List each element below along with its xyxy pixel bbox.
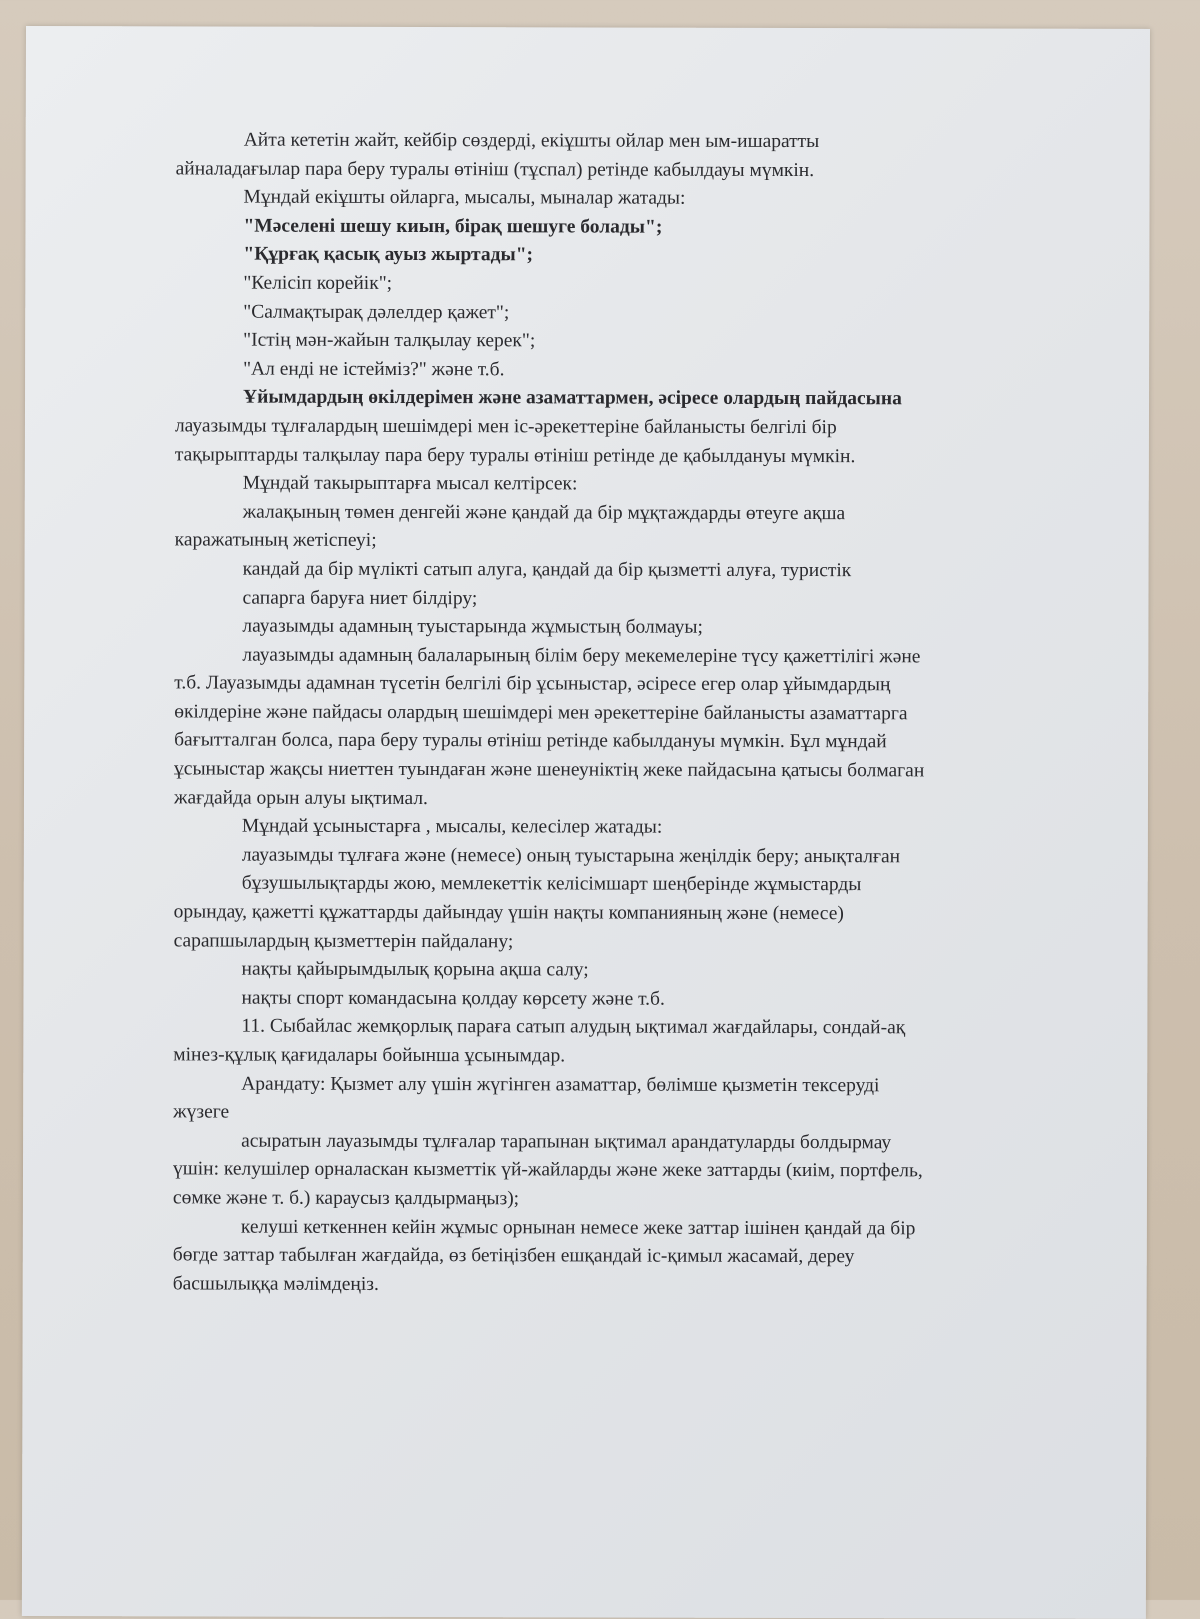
text-line: нақты қайырымдылық қорына ақша салу;	[241, 958, 589, 981]
text-line: орындау, қажетті құжаттарды дайындау үшін нақты компанияның және (немесе)	[173, 901, 844, 925]
text-line: басшылыққа мәлімдеңіз.	[172, 1273, 379, 1295]
text-line: ұсыныстар жақсы ниеттен туындаған және шенеуніктің жеке пайдасына қатысы болмаган	[174, 758, 925, 782]
text-line: тақырыптарды талқылау пара беру туралы өтініш ретінде де қабылдануы мүмкін.	[174, 443, 856, 467]
text-line: Мұндай екіұшты ойларга, мысалы, мыналар жатады:	[243, 186, 686, 209]
text-line: мінез-құлық қағидалары бойынша ұсынымдар.	[173, 1044, 566, 1067]
paper-sheet	[22, 26, 1150, 1619]
text-line: "Салмақтырақ дәлелдер қажет";	[243, 301, 510, 323]
text-line: нақты спорт командасына қолдау көрсету және т.б.	[241, 987, 665, 1010]
text-line: Арандату: Қызмет алу үшін жүгінген азаматтар, бөлімше қызметін тексеруді	[241, 1073, 880, 1096]
text-line: лауазымды тұлғаға және (немесе) оның туыстарына жеңілдік беру; анықталған	[241, 844, 901, 868]
text-line: жалақының төмен денгейі және қандай да бір мұқтаждарды өтеуге ақша	[242, 501, 846, 524]
text-line: лауазымды тұлғалардың шешімдері мен іс-әрекеттеріне байланысты белгілі бір	[174, 415, 837, 439]
text-line: жүзеге	[173, 1101, 230, 1123]
text-line: бағытталган болса, пара беру туралы өтініш ретінде кабылдануы мүмкін. Бұл мұндай	[174, 729, 887, 753]
text-line: 11. Сыбайлас жемқорлық параға сатып алудың ықтимал жағдайлары, сондай-ақ	[241, 1015, 906, 1039]
text-line: Ұйымдардың өкілдерімен және азаматтармен, әсіресе олардың пайдасына	[243, 386, 902, 410]
text-line: жағдайда орын алуы ықтимал.	[173, 787, 428, 809]
text-line: асыратын лауазымды тұлғалар тарапынан ықтимал арандатуларды болдырмау	[241, 1130, 892, 1154]
text-line: "Мәселені шешу киын, бірақ шешуге болады";	[243, 215, 663, 238]
text-line: Айта кететін жайт, кейбір сөздерді, екіұшты ойлар мен ым-ишаратты	[243, 129, 820, 153]
text-line: өкілдеріне және пайдасы олардың шешімдері мен әрекеттеріне байланысты азаматтарга	[174, 701, 908, 725]
text-line: "Келісіп корейік";	[243, 272, 393, 294]
text-line: лауазымды адамның туыстарында жұмыстың болмауы;	[242, 615, 703, 638]
text-line: лауазымды адамның балаларының білім беру мекемелеріне түсу қажеттілігі және	[242, 644, 921, 668]
text-line: үшін: келушілер орналаскан кызметтік үй-жайларды және жеке заттарды (киім, портфель,	[172, 1158, 923, 1182]
text-line: бұзушылықтарды жою, мемлекеттік келісімшарт шеңберінде жұмыстарды	[241, 873, 862, 896]
document-body	[173, 126, 1056, 1301]
text-line: сапарга баруға ниет білдіру;	[242, 587, 478, 609]
text-line: бөгде заттар табылған жағдайда, өз бетіңізбен ешқандай іс-қимыл жасамай, дереу	[172, 1244, 855, 1268]
text-line: сарапшылардың қызметтерін пайдалану;	[173, 930, 514, 952]
text-line: каражатының жетіспеуі;	[174, 529, 377, 552]
text-line: айналадағылар пара беру туралы өтініш (тұспал) ретінде кабылдауы мүмкін.	[175, 157, 815, 181]
text-line: сөмке және т. б.) караусыз қалдырмаңыз);	[172, 1187, 520, 1210]
text-line: "Құрғақ қасық ауыз жыртады";	[243, 243, 534, 266]
text-line: "Ал енді не істейміз?" және т.б.	[243, 358, 505, 381]
text-line: келуші кеткеннен кейін жұмыс орнынан немесе жеке заттар ішінен қандай да бір	[240, 1216, 916, 1239]
text-line: кандай да бір мүлікті сатып алуга, қандай да бір қызметті алуға, туристік	[242, 558, 852, 582]
text-line: т.б. Лауазымды адамнан түсетін белгілі бір ұсыныстар, әсіресе егер олар ұйымдардың	[174, 672, 891, 696]
text-line: Мұндай ұсыныстарға , мысалы, келесілер жатады:	[241, 815, 663, 838]
text-line: Мұндай такырыптарға мысал келтірсек:	[242, 472, 578, 495]
text-line: "Істің мән-жайын талқылау керек";	[243, 329, 536, 352]
